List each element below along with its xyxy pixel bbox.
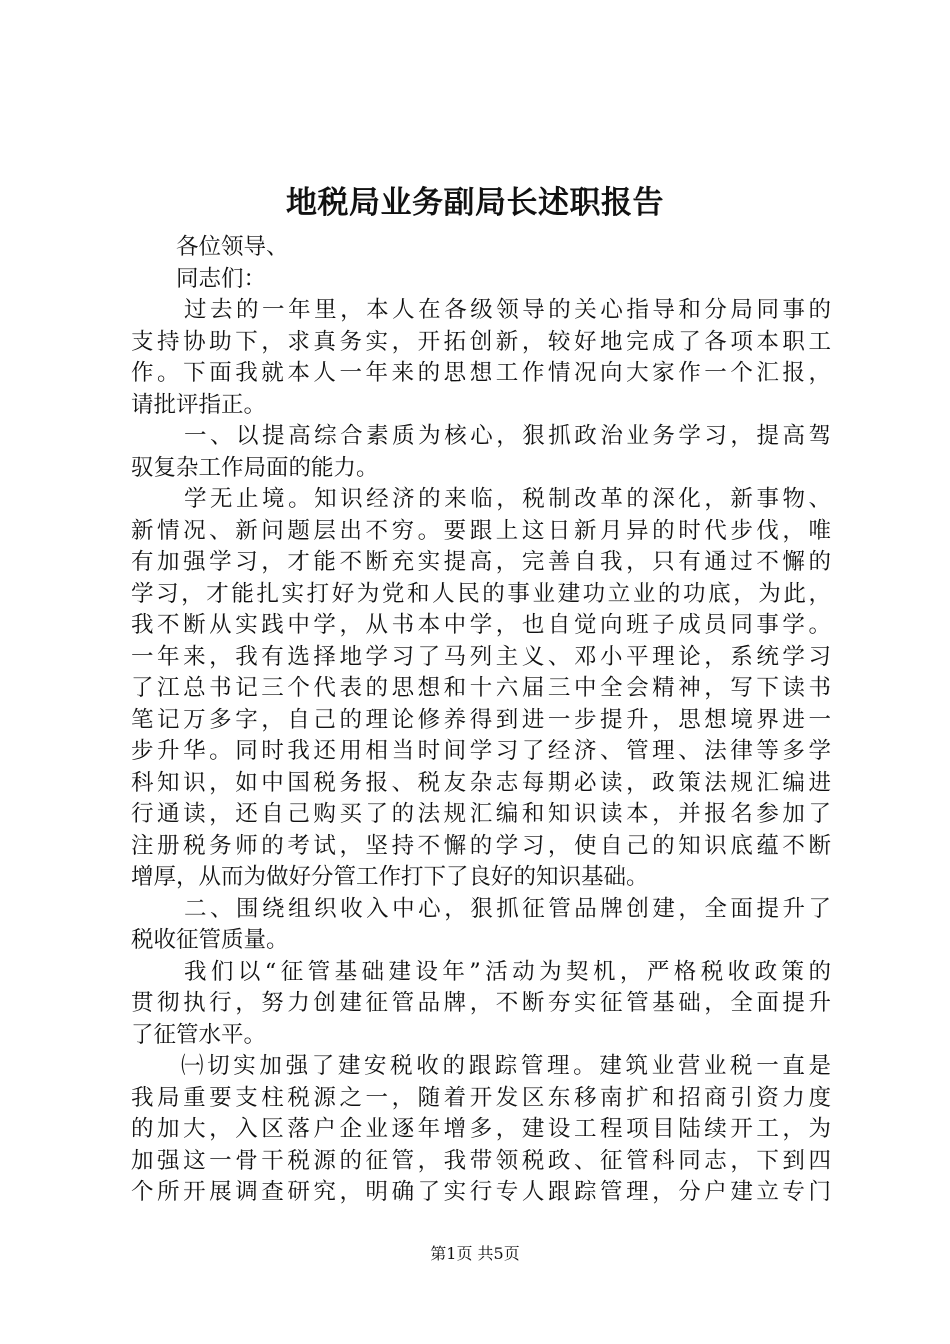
paragraph-line: 我不断从实践中学，从书本中学，也自觉向班子成员同事学。: [131, 612, 831, 638]
paragraph-line: 作。下面我就本人一年来的思想工作情况向大家作一个汇报，: [131, 360, 831, 386]
paragraph-line: 步升华。同时我还用相当时间学习了经济、管理、法律等多学: [131, 738, 831, 764]
paragraph-line: 了江总书记三个代表的思想和十六届三中全会精神，写下读书: [131, 675, 831, 701]
section-heading-line: 一、以提高综合素质为核心，狠抓政治业务学习，提高驾: [184, 423, 831, 449]
section-heading-line: 驭复杂工作局面的能力。: [131, 454, 379, 481]
paragraph-line: 科知识，如中国税务报、税友杂志每期必读，政策法规汇编进: [131, 769, 831, 796]
paragraph-line: 一年来，我有选择地学习了马列主义、邓小平理论，系统学习: [131, 643, 831, 670]
paragraph-line: 学无止境。知识经济的来临，税制改革的深化，新事物、: [184, 486, 831, 512]
paragraph-line: 过去的一年里，本人在各级领导的关心指导和分局同事的: [184, 297, 831, 323]
paragraph-line: 有加强学习，才能不断充实提高，完善自我，只有通过不懈的: [131, 549, 831, 575]
paragraph-line: 贯彻执行，努力创建征管品牌，不断夯实征管基础，全面提升: [131, 990, 831, 1016]
paragraph-line: 支持协助下，求真务实，开拓创新，较好地完成了各项本职工: [131, 328, 831, 355]
paragraph-line: 行通读，还自己购买了的法规汇编和知识读本，并报名参加了: [131, 801, 831, 827]
document-title: 地税局业务副局长述职报告: [286, 185, 664, 221]
paragraph-line: 加强这一骨干税源的征管，我带领税政、征管科同志，下到四: [131, 1147, 831, 1174]
salutation-line: 各位领导、: [176, 234, 289, 260]
paragraph-line: 新情况、新问题层出不穷。要跟上这日新月异的时代步伐，唯: [131, 517, 831, 544]
paragraph-line: ㈠切实加强了建安税收的跟踪管理。建筑业营业税一直是: [181, 1053, 831, 1079]
paragraph-line: 的加大，入区落户企业逐年增多，建设工程项目陆续开工，为: [131, 1116, 831, 1142]
paragraph-line: 请批评指正。: [131, 391, 267, 418]
page-number-footer: 第1页 共5页: [430, 1244, 520, 1263]
paragraph-line: 了征管水平。: [131, 1021, 267, 1048]
paragraph-line: 笔记万多字，自己的理论修养得到进一步提升，思想境界进一: [131, 706, 831, 733]
salutation-line: 同志们：: [176, 265, 267, 292]
paragraph-line: 注册税务师的考试，坚持不懈的学习，使自己的知识底蕴不断: [131, 832, 831, 859]
section-heading-line: 二、围绕组织收入中心，狠抓征管品牌创建，全面提升了: [184, 895, 831, 922]
paragraph-line: 个所开展调查研究，明确了实行专人跟踪管理，分户建立专门: [131, 1179, 831, 1205]
paragraph-line: 增厚，从而为做好分管工作打下了良好的知识基础。: [131, 864, 649, 890]
section-heading-line: 税收征管质量。: [131, 927, 289, 953]
paragraph-line: 我局重要支柱税源之一，随着开发区东移南扩和招商引资力度: [131, 1084, 831, 1111]
paragraph-line: 学习，才能扎实打好为党和人民的事业建功立业的功底，为此，: [131, 580, 831, 607]
document-body: [131, 232, 831, 1209]
paragraph-line: 我们以“征管基础建设年”活动为契机，严格税收政策的: [184, 958, 831, 985]
